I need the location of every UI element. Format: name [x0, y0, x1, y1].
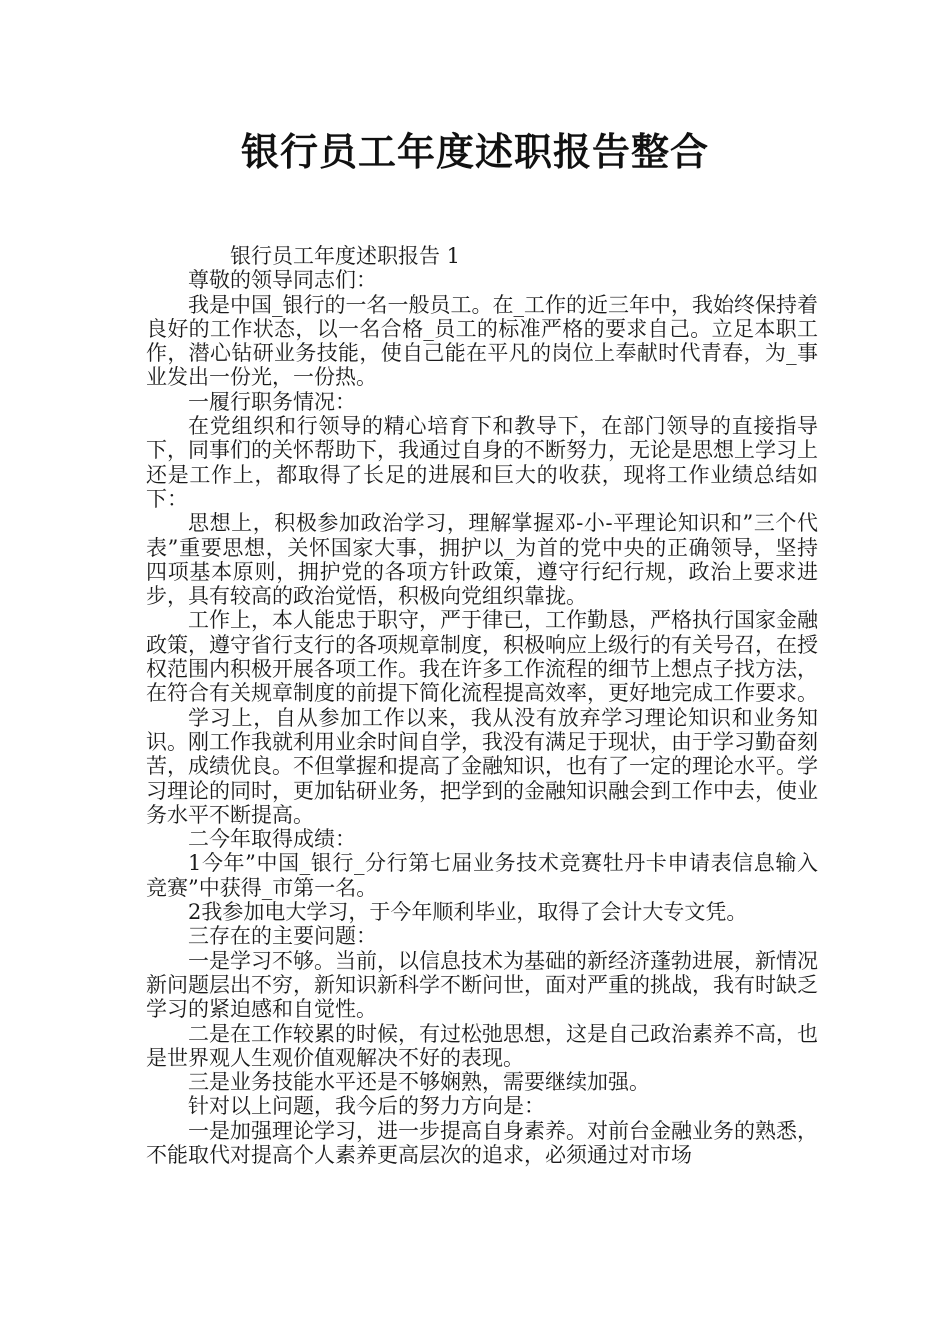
document-title: 银行员工年度述职报告整合 — [240, 130, 709, 174]
section-heading: 一履行职务情况： — [188, 389, 356, 414]
paragraph: 一是学习不够。当前，以信息技术为基础的新经济蓬勃进展，新情况新问题层出不穷，新知识新科学不断问世，面对严重的挑战，我有时缺乏学习的紧迫感和自觉性。 — [146, 948, 818, 1022]
section-heading: 二今年取得成绩： — [188, 827, 356, 852]
document-body — [146, 244, 818, 1167]
paragraph: 一是加强理论学习，进一步提高自身素养。对前台金融业务的熟悉，不能取代对提高个人素养更高层次的追求，必须通过对市场 — [146, 1118, 818, 1167]
paragraph: 在党组织和行领导的精心培育下和教导下，在部门领导的直接指导下，同事们的关怀帮助下，我通过自身的不断努力，无论是思想上学习上还是工作上，都取得了长足的进展和巨大的收获，现将工作业绩总结如下： — [146, 414, 818, 511]
paragraph: 我是中国_银行的一名一般员工。在_工作的近三年中，我始终保持着良好的工作状态，以一名合格_员工的标准严格的要求自己。立足本职工作，潜心钻研业务技能，使自己能在平凡的岗位上奉献时代青春，为_事业发出一份光，一份热。 — [146, 292, 818, 390]
list-item: 1今年”中国_银行_分行第七届业务技术竞赛牡丹卡申请表信息输入竞赛”中获得_市第一名。 — [146, 851, 818, 900]
paragraph: 针对以上问题，我今后的努力方向是： — [188, 1094, 545, 1119]
paragraph: 思想上，积极参加政治学习，理解掌握邓-小-平理论知识和”三个代表”重要思想，关怀国家大事，拥护以_为首的党中央的正确领导，坚持四项基本原则，拥护党的各项方针政策，遵守行纪行规，政治上要求进步，具有较高的政治觉悟，积极向党组织靠拢。 — [146, 511, 818, 609]
paragraph: 学习上，自从参加工作以来，我从没有放弃学习理论知识和业务知识。刚工作我就利用业余时间自学，我没有满足于现状，由于学习勤奋刻苦，成绩优良。不但掌握和提高了金融知识，也有了一定的理论水平。学习理论的同时，更加钻研业务，把学到的金融知识融会到工作中去，使业务水平不断提高。 — [146, 705, 818, 827]
paragraph: 工作上，本人能忠于职守，严于律已，工作勤恳，严格执行国家金融政策，遵守省行支行的各项规章制度，积极响应上级行的有关号召，在授权范围内积极开展各项工作。我在许多工作流程的细节上想点子找方法，在符合有关规章制度的前提下简化流程提高效率，更好地完成工作要求。 — [146, 608, 818, 706]
salutation: 尊敬的领导同志们： — [188, 268, 377, 293]
report-subtitle: 银行员工年度述职报告 1 — [230, 244, 461, 268]
section-heading: 三存在的主要问题： — [188, 924, 377, 949]
paragraph: 三是业务技能水平还是不够娴熟，需要继续加强。 — [188, 1070, 650, 1095]
paragraph: 二是在工作较累的时候，有过松弛思想，这是自己政治素养不高，也是世界观人生观价值观解决不好的表现。 — [146, 1021, 818, 1070]
list-item: 2我参加电大学习，于今年顺利毕业，取得了会计大专文凭。 — [188, 900, 748, 925]
